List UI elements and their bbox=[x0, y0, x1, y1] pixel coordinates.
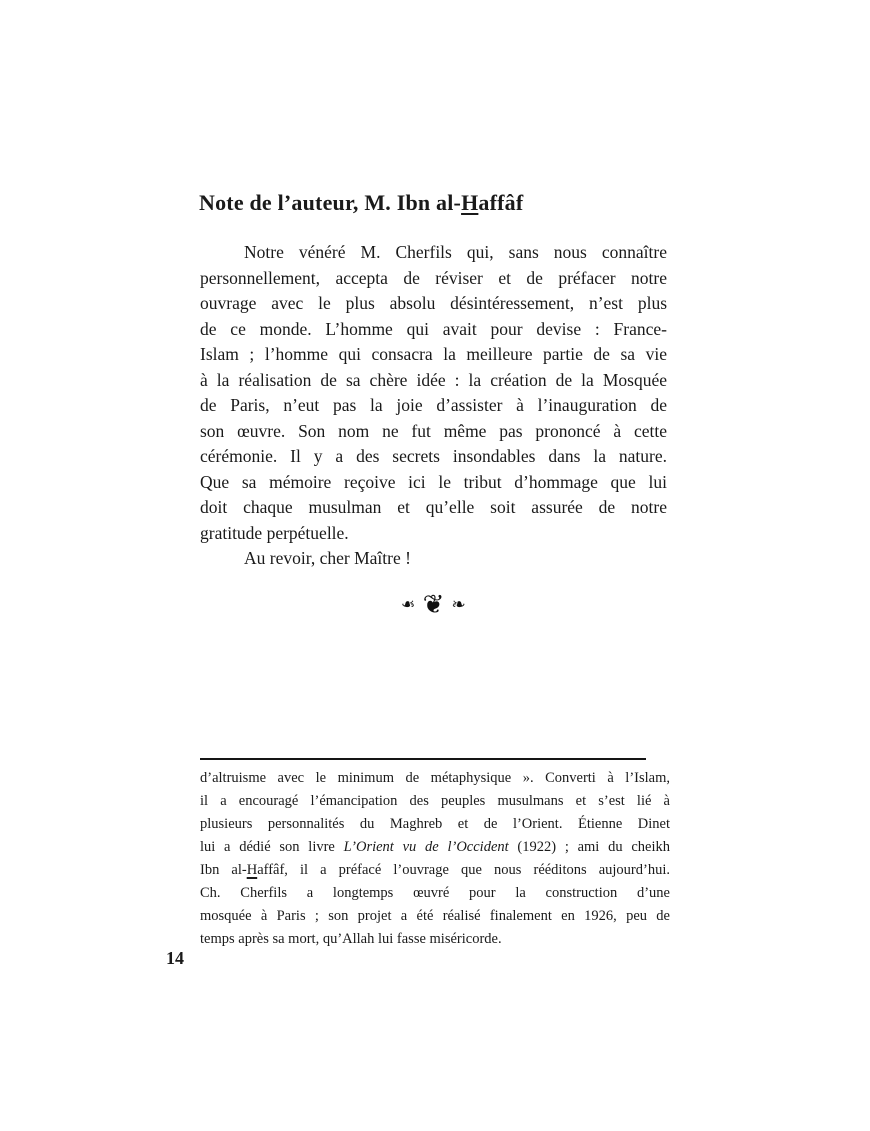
text-segment: affâf, il a préfacé l’ouvrage que nous rééditons aujourd’hui. bbox=[257, 862, 670, 878]
text-segment: plusieurs personnalités du Maghreb et de l’Orient. Étienne Dinet bbox=[200, 816, 670, 832]
footnote-separator-rule bbox=[200, 758, 646, 760]
text-line: Islam ; l’homme qui consacra la meilleure partie de sa vie bbox=[200, 344, 667, 364]
text-segment: d’altruisme avec le minimum de métaphysique ». Converti à l’Islam, bbox=[200, 770, 670, 786]
ornament-right-leaf-icon: ❧ bbox=[451, 594, 466, 615]
text-line: Que sa mémoire reçoive ici le tribut d’hommage que lui bbox=[200, 471, 667, 492]
ornament-center-floral-icon: ❦ bbox=[422, 589, 445, 620]
ornament-left-leaf-icon: ❧ bbox=[401, 594, 416, 615]
text-segment: lui a dédié son livre bbox=[200, 839, 344, 855]
underlined-text: H bbox=[461, 190, 479, 215]
footnote-line bbox=[200, 905, 670, 928]
footnote-line bbox=[200, 882, 670, 905]
text-line: doit chaque musulman et qu’elle soit assurée de notre bbox=[200, 497, 667, 517]
body-text bbox=[200, 240, 667, 572]
text-line: de ce monde. L’homme qui avait pour devise : France- bbox=[200, 318, 667, 339]
footnote-text bbox=[200, 767, 670, 951]
page-title bbox=[199, 189, 679, 217]
footnote-line bbox=[200, 928, 670, 951]
text-line: à la réalisation de sa chère idée : la création de la Mosquée bbox=[200, 369, 667, 390]
footnote-line bbox=[200, 790, 670, 813]
italic-book-title: L’Orient vu de l’Occident bbox=[343, 839, 509, 855]
underlined-text: H bbox=[246, 862, 258, 878]
text-segment: Ibn al- bbox=[200, 862, 247, 878]
text-line: cérémonie. Il y a des secrets insondables dans la nature. bbox=[200, 446, 667, 466]
text-segment: affâf bbox=[478, 190, 524, 215]
floral-ornament bbox=[200, 586, 667, 623]
footnote-line bbox=[200, 813, 670, 836]
text-line: ouvrage avec le plus absolu désintéressement, n’est plus bbox=[200, 293, 667, 313]
page-number: 14 bbox=[166, 948, 184, 968]
main-paragraph bbox=[200, 240, 667, 546]
footnote-line bbox=[200, 836, 670, 859]
text-segment: (1922) ; ami du cheikh bbox=[508, 839, 670, 855]
closing-line: Au revoir, cher Maître ! bbox=[244, 548, 411, 568]
footnote bbox=[200, 752, 670, 951]
text-segment: mosquée à Paris ; son projet a été réalisé finalement en 1926, peu de bbox=[200, 908, 670, 924]
footnote-line bbox=[200, 859, 670, 882]
text-line: personnellement, accepta de réviser et de préfacer notre bbox=[200, 267, 667, 288]
text-line: de Paris, n’eut pas la joie d’assister à l’inauguration de bbox=[200, 395, 667, 415]
text-segment: il a encouragé l’émancipation des peuples musulmans et s’est lié à bbox=[200, 793, 670, 809]
text-line: son œuvre. Son nom ne fut même pas prononcé à cette bbox=[200, 420, 667, 441]
text-line: Notre vénéré M. Cherfils qui, sans nous connaître bbox=[244, 242, 667, 262]
text-line: gratitude perpétuelle. bbox=[200, 522, 349, 543]
footnote-line bbox=[200, 767, 670, 790]
text-segment: Note de l’auteur, M. Ibn al- bbox=[199, 190, 462, 215]
text-segment: temps après sa mort, qu’Allah lui fasse miséricorde. bbox=[200, 931, 502, 947]
text-segment: Ch. Cherfils a longtemps œuvré pour la construction d’une bbox=[200, 885, 670, 901]
